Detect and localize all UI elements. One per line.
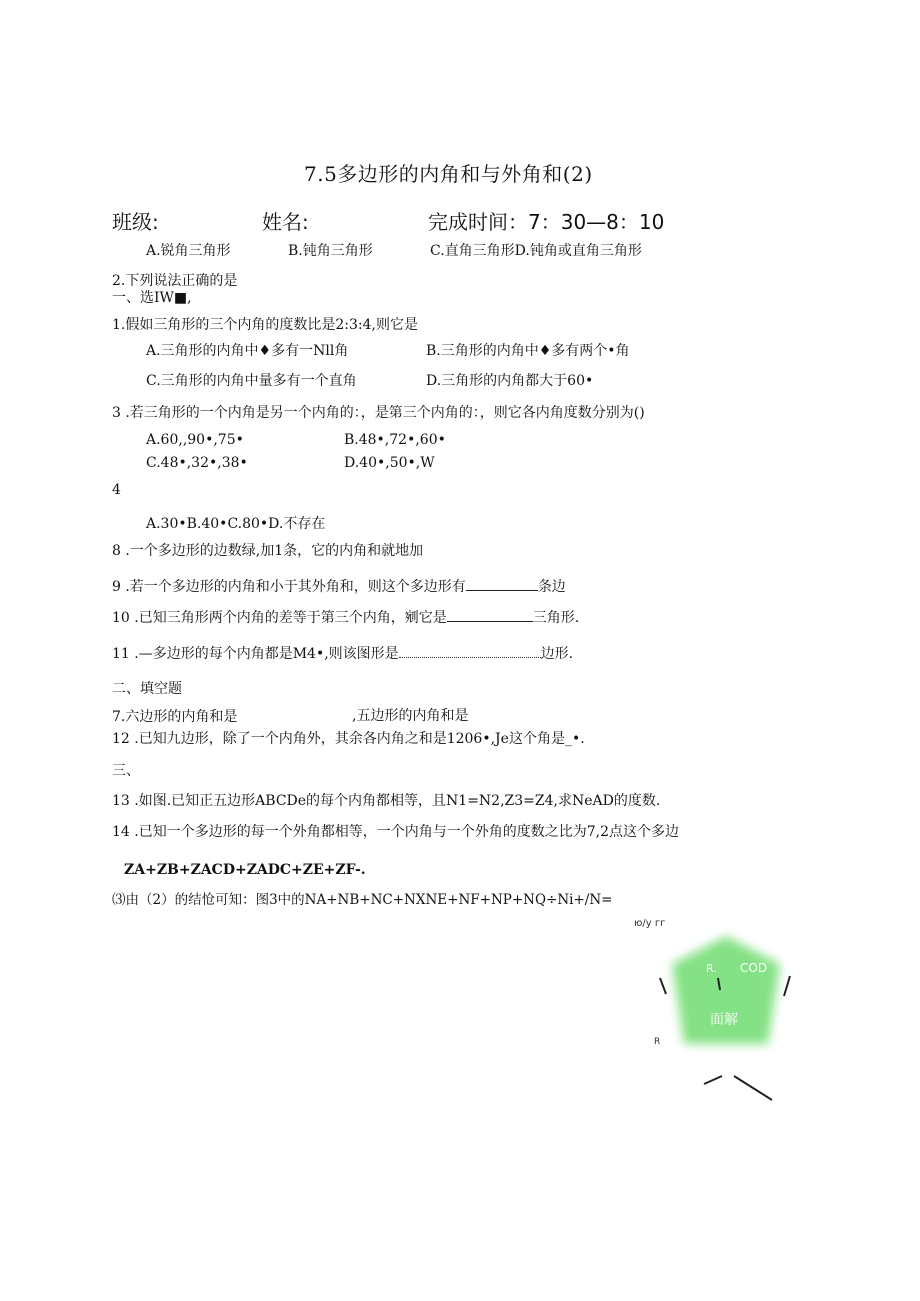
- q3-option-b: B.48•,72•,60•: [344, 432, 446, 448]
- pentagon-figure: [632, 906, 820, 1102]
- question-1: 1.假如三角形的三个内角的度数比是2:3:4,则它是: [112, 317, 418, 333]
- q1-option-b: B.三角形的内角中♦多有两个•角: [426, 343, 630, 359]
- figure-label-r: R.: [706, 962, 717, 975]
- figure-label-left: R: [654, 1037, 661, 1047]
- pentagon-figure-svg: [632, 906, 820, 1102]
- section-two-heading: 二、填空题: [112, 681, 182, 697]
- class-label: 班级:: [112, 210, 159, 234]
- q9-suffix: 条边: [537, 579, 566, 595]
- figure-top-text: ю/у гг: [634, 918, 666, 929]
- figure-center-text: 面解: [710, 1012, 738, 1028]
- q11-suffix: 边形.: [540, 646, 574, 662]
- q3-option-a: A.60,,90•,75•: [146, 432, 244, 448]
- question-10: [112, 607, 579, 627]
- cut-line-q7-right: ,五边形的内角和是: [352, 708, 469, 724]
- figure-label-cod: COD: [740, 961, 768, 975]
- question-11: [112, 643, 573, 663]
- page-title: 7.5多边形的内角和与外角和(2): [304, 162, 593, 186]
- top-option-cd: C.直角三角形D.钝角或直角三角形: [430, 243, 642, 259]
- q1-option-d: D.三角形的内角都大于60•: [426, 373, 594, 389]
- q1-option-c: C.三角形的内角中量多有一个直角: [146, 373, 357, 389]
- q3-option-c: C.48•,32•,38•: [146, 455, 248, 471]
- q10-text: 10 .已知三角形两个内角的差等于第三个内角，剜它是: [112, 610, 447, 626]
- name-label: 姓名:: [262, 210, 309, 234]
- question-9: [112, 576, 566, 596]
- q11-blank: [399, 645, 541, 658]
- top-option-a: A.锐角三角形: [146, 243, 231, 259]
- top-option-b: B.钝角三角形: [288, 243, 373, 259]
- question-3: 3 .若三角形的一个内角是另一个内角的：，是第三个内角的：，则它各内角度数分别为(): [112, 405, 645, 421]
- question-13: 13 .如图.已知正五边形ABCDe的每个内角都相等，且N1=N2,Z3=Z4,求NeAD的度数.: [112, 793, 661, 809]
- question-8: 8 .一个多边形的边数绿,加1条，它的内角和就地加: [112, 543, 424, 559]
- q9-text: 9 .若一个多边形的内角和小于其外角和，则这个多边形有: [112, 579, 466, 595]
- bottom-stroke-left: [704, 1076, 722, 1084]
- left-edge-stroke: [660, 978, 666, 994]
- bottom-stroke-right: [734, 1076, 772, 1100]
- q10-suffix: 三角形.: [532, 610, 580, 626]
- section-three-heading: 三、: [112, 763, 140, 779]
- right-edge-stroke: [784, 976, 790, 996]
- cut-line-q7-left: 7.六边形的内角和是: [112, 709, 238, 725]
- question-4: 4: [112, 482, 121, 498]
- section-one-heading: 一、选IW■,: [112, 290, 192, 306]
- q3-option-d: D.40•,50•,W: [344, 455, 435, 471]
- question-12: 12 .已知九边形，除了一个内角外，其余各内角之和是1206•,Je这个角是_•.: [112, 731, 585, 747]
- question-3-conclusion: ⑶由（2）的结怆可知：图3中的NA+NB+NC+NXNE+NF+NP+NQ÷Ni+/N=: [112, 892, 613, 908]
- q10-blank: [447, 607, 533, 622]
- q4-options: A.30•B.40•C.80•D.不存在: [146, 516, 326, 532]
- cut-line-q2: 2.下列说法正确的是: [112, 273, 238, 289]
- q9-blank: [466, 576, 538, 591]
- time-label: 完成时间：7：30—8：10: [428, 210, 665, 234]
- question-14: 14 .已知一个多边形的每一个外角都相等，一个内角与一个外角的度数之比为7,2点这个多边: [112, 824, 679, 840]
- q1-option-a: A.三角形的内角中♦多有一Nll角: [146, 343, 349, 359]
- angle-sum-line: ZA+ZB+ZACD+ZADC+ZE+ZF-.: [124, 862, 366, 878]
- q11-text: 11 .—多边形的每个内角都是M4•,则该图形是: [112, 646, 399, 662]
